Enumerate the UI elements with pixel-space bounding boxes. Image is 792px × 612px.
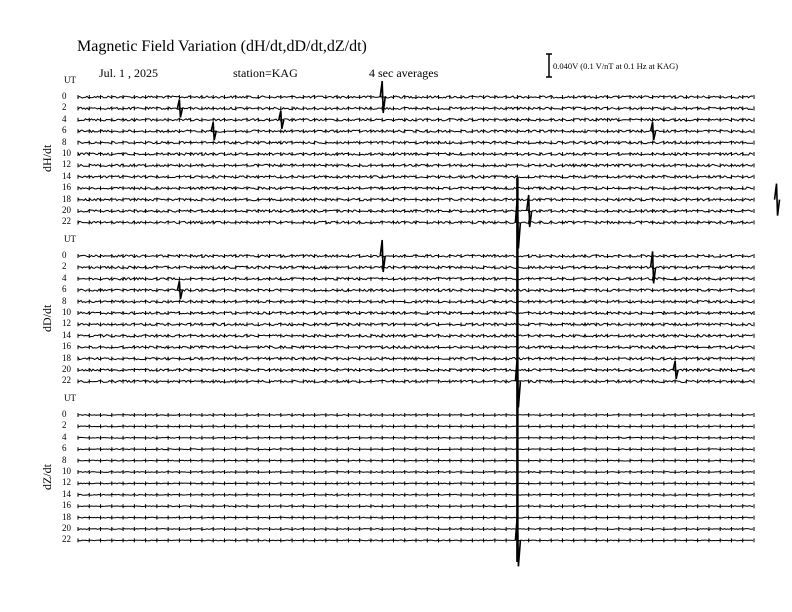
- hour-label: 10: [62, 466, 71, 476]
- hour-label: 10: [62, 148, 71, 158]
- hour-label: 14: [62, 329, 71, 340]
- event-spike: [177, 281, 182, 299]
- hour-label: 6: [62, 125, 67, 136]
- trace-group: [78, 81, 780, 566]
- hour-label: 20: [62, 205, 71, 215]
- hour-label: 22: [62, 216, 71, 227]
- hour-label: 14: [62, 170, 71, 181]
- ut-label: UT: [64, 234, 76, 244]
- panel-label-dZ-dt: dZ/dt: [40, 464, 54, 490]
- ut-label: UT: [64, 393, 76, 403]
- event-spike: [673, 361, 678, 379]
- hour-label: 16: [62, 341, 71, 352]
- event-spike: [380, 240, 385, 272]
- hour-label: 16: [62, 500, 71, 511]
- hour-label: 2: [62, 102, 67, 113]
- hour-label: 6: [62, 443, 67, 454]
- hour-label: 12: [62, 159, 71, 170]
- hour-label: 2: [62, 420, 67, 431]
- hour-label: 22: [62, 534, 71, 545]
- station-label: station=KAG: [233, 66, 298, 80]
- hour-label: 0: [62, 91, 67, 101]
- event-spike: [651, 122, 656, 140]
- hour-label: 16: [62, 182, 71, 193]
- event-spike: [279, 111, 284, 129]
- hour-label: 0: [62, 250, 67, 260]
- hour-label: 4: [62, 272, 67, 283]
- date-label: Jul. 1 , 2025: [99, 66, 159, 80]
- hour-label: 6: [62, 284, 67, 295]
- event-spike: [177, 99, 182, 117]
- hour-label: 10: [62, 307, 71, 317]
- hour-label: 20: [62, 523, 71, 533]
- hour-label: 12: [62, 477, 71, 488]
- scale-bar: [546, 54, 552, 77]
- hour-label: 14: [62, 488, 71, 499]
- chart-title: Magnetic Field Variation (dH/dt,dD/dt,dZ/dt): [77, 38, 367, 55]
- hour-label: 18: [62, 193, 71, 204]
- hour-label: 20: [62, 364, 71, 374]
- hour-label: 18: [62, 511, 71, 522]
- hour-label: 22: [62, 375, 71, 386]
- panel-label-dH-dt: dH/dt: [40, 144, 54, 172]
- event-spike: [775, 184, 780, 216]
- hour-label: 4: [62, 113, 67, 124]
- hour-label: 8: [62, 136, 67, 147]
- hour-label: 2: [62, 261, 67, 272]
- hour-label: 12: [62, 318, 71, 329]
- event-spike: [211, 122, 216, 140]
- scale-label: 0.040V (0.1 V/nT at 0.1 Hz at KAG): [553, 61, 679, 71]
- hour-label: 4: [62, 431, 67, 442]
- ut-label: UT: [64, 75, 76, 85]
- averaging-label: 4 sec averages: [369, 66, 439, 80]
- hour-label: 8: [62, 454, 67, 465]
- hour-label: 8: [62, 295, 67, 306]
- hour-label: 0: [62, 409, 67, 419]
- panel-label-dD-dt: dD/dt: [40, 304, 54, 332]
- hour-label: 18: [62, 352, 71, 363]
